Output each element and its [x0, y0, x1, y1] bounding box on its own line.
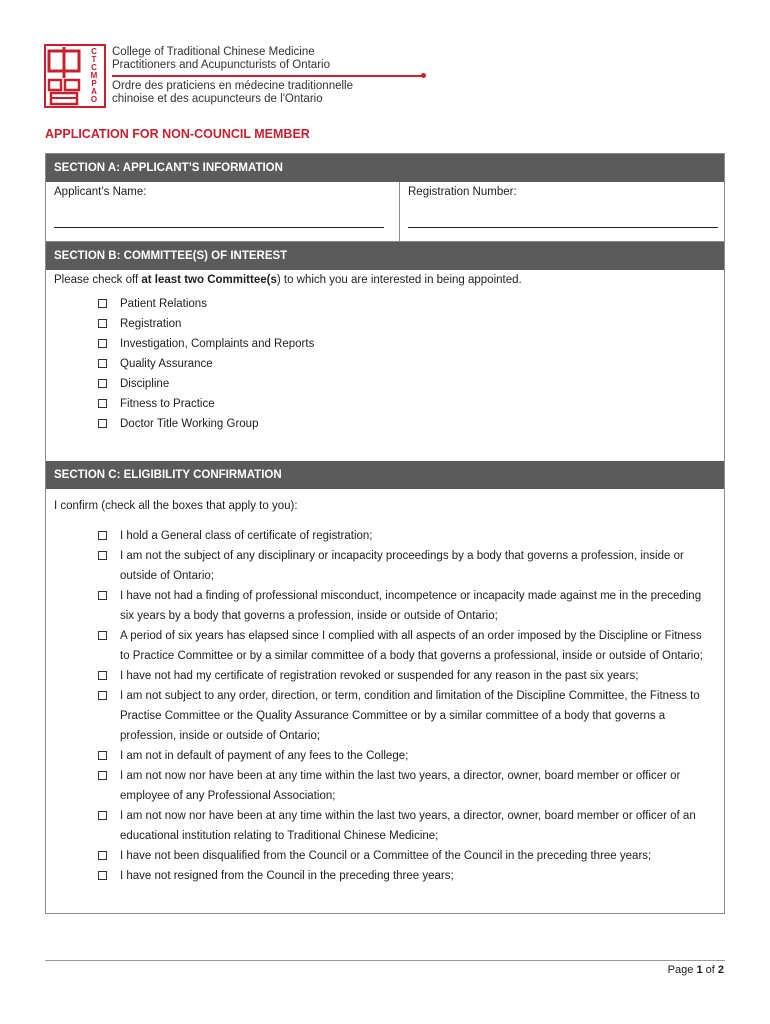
- checkbox-icon[interactable]: [98, 419, 107, 428]
- checkbox-icon[interactable]: [98, 379, 107, 388]
- applicant-name-cell: [46, 182, 400, 242]
- svg-text:M: M: [90, 71, 98, 80]
- checkbox-icon[interactable]: [98, 851, 107, 860]
- section-a-heading: SECTION A: APPLICANT’S INFORMATION: [46, 154, 724, 182]
- college-name-french: Ordre des praticiens en médecine traditionnelle chinoise et des acupuncteurs de l'Ontario: [112, 80, 353, 105]
- svg-text:C: C: [91, 47, 97, 56]
- checkbox-icon[interactable]: [98, 299, 107, 308]
- eligibility-item: I have not had a finding of professional misconduct, incompetence or incapacity made against me in the preceding six years by a body that governs a profession, inside or outside of Ontario;: [98, 586, 708, 626]
- eligibility-item: I am not subject to any order, direction, or term, condition and limitation of the Discipline Committee, the Fitness to Practise Committee or the Quality Assurance Committee or by a similar committee of a body that governs a profession, inside or outside of Ontario;: [98, 686, 708, 746]
- eligibility-item: I have not been disqualified from the Council or a Committee of the Council in the preceding three years;: [98, 846, 708, 866]
- college-logo: [44, 44, 384, 110]
- eligibility-instructions: I confirm (check all the boxes that apply to you):: [54, 500, 298, 512]
- section-b-heading: SECTION B: COMMITTEE(S) OF INTEREST: [46, 242, 724, 270]
- college-name-english: College of Traditional Chinese Medicine Practitioners and Acupuncturists of Ontario: [112, 46, 330, 71]
- checkbox-icon[interactable]: [98, 771, 107, 780]
- svg-text:C: C: [91, 63, 97, 72]
- svg-text:A: A: [91, 87, 97, 96]
- document-title: APPLICATION FOR NON-COUNCIL MEMBER: [45, 127, 310, 141]
- checkbox-icon[interactable]: [98, 751, 107, 760]
- section-c-heading: SECTION C: ELIGIBILITY CONFIRMATION: [46, 461, 724, 489]
- checkbox-icon[interactable]: [98, 671, 107, 680]
- committee-option-registration: Registration: [98, 316, 314, 336]
- applicant-name-field[interactable]: [54, 227, 384, 228]
- committee-option-fitness-to-practice: Fitness to Practice: [98, 396, 314, 416]
- header-rule: [112, 75, 423, 77]
- committee-list: [98, 296, 314, 436]
- checkbox-icon[interactable]: [98, 591, 107, 600]
- checkbox-icon[interactable]: [98, 631, 107, 640]
- eligibility-item: A period of six years has elapsed since I complied with all aspects of an order imposed by the Discipline or Fitness to Practice Committee or by a similar committee of a body that governs a professional, inside or outside of Ontario;: [98, 626, 708, 666]
- college-seal-icon: [44, 44, 106, 108]
- eligibility-list: [98, 526, 708, 886]
- eligibility-item: I have not resigned from the Council in the preceding three years;: [98, 866, 708, 886]
- svg-text:O: O: [90, 95, 98, 104]
- checkbox-icon[interactable]: [98, 691, 107, 700]
- committee-option-icrc: Investigation, Complaints and Reports: [98, 336, 314, 356]
- committee-option-discipline: Discipline: [98, 376, 314, 396]
- application-form: [45, 153, 725, 914]
- eligibility-item: I hold a General class of certificate of registration;: [98, 526, 708, 546]
- committee-instructions: Please check off at least two Committee(s) to which you are interested in being appointed.: [54, 274, 522, 286]
- committee-option-quality-assurance: Quality Assurance: [98, 356, 314, 376]
- checkbox-icon[interactable]: [98, 359, 107, 368]
- checkbox-icon[interactable]: [98, 339, 107, 348]
- checkbox-icon[interactable]: [98, 531, 107, 540]
- section-b-body: [46, 270, 724, 461]
- checkbox-icon[interactable]: [98, 399, 107, 408]
- footer-rule: [45, 960, 725, 961]
- section-c-body: [46, 489, 724, 913]
- registration-number-field[interactable]: [408, 227, 718, 228]
- registration-number-label: Registration Number:: [408, 186, 517, 198]
- registration-number-cell: [400, 182, 724, 242]
- eligibility-item: I am not now nor have been at any time within the last two years, a director, owner, board member or officer of an educational institution relating to Traditional Chinese Medicine;: [98, 806, 708, 846]
- eligibility-item: I am not now nor have been at any time within the last two years, a director, owner, board member or officer or employee of any Professional Association;: [98, 766, 708, 806]
- eligibility-item: I have not had my certificate of registration revoked or suspended for any reason in the past six years;: [98, 666, 708, 686]
- svg-text:T: T: [91, 55, 97, 64]
- eligibility-item: I am not the subject of any disciplinary or incapacity proceedings by a body that governs a profession, inside or outside of Ontario;: [98, 546, 708, 586]
- svg-text:P: P: [91, 79, 97, 88]
- committee-option-patient-relations: Patient Relations: [98, 296, 314, 316]
- eligibility-item: I am not in default of payment of any fees to the College;: [98, 746, 708, 766]
- checkbox-icon[interactable]: [98, 871, 107, 880]
- checkbox-icon[interactable]: [98, 811, 107, 820]
- committee-option-doctor-title: Doctor Title Working Group: [98, 416, 314, 436]
- page-number: Page 1 of 2: [667, 964, 724, 976]
- checkbox-icon[interactable]: [98, 551, 107, 560]
- applicant-name-label: Applicant’s Name:: [54, 186, 147, 198]
- checkbox-icon[interactable]: [98, 319, 107, 328]
